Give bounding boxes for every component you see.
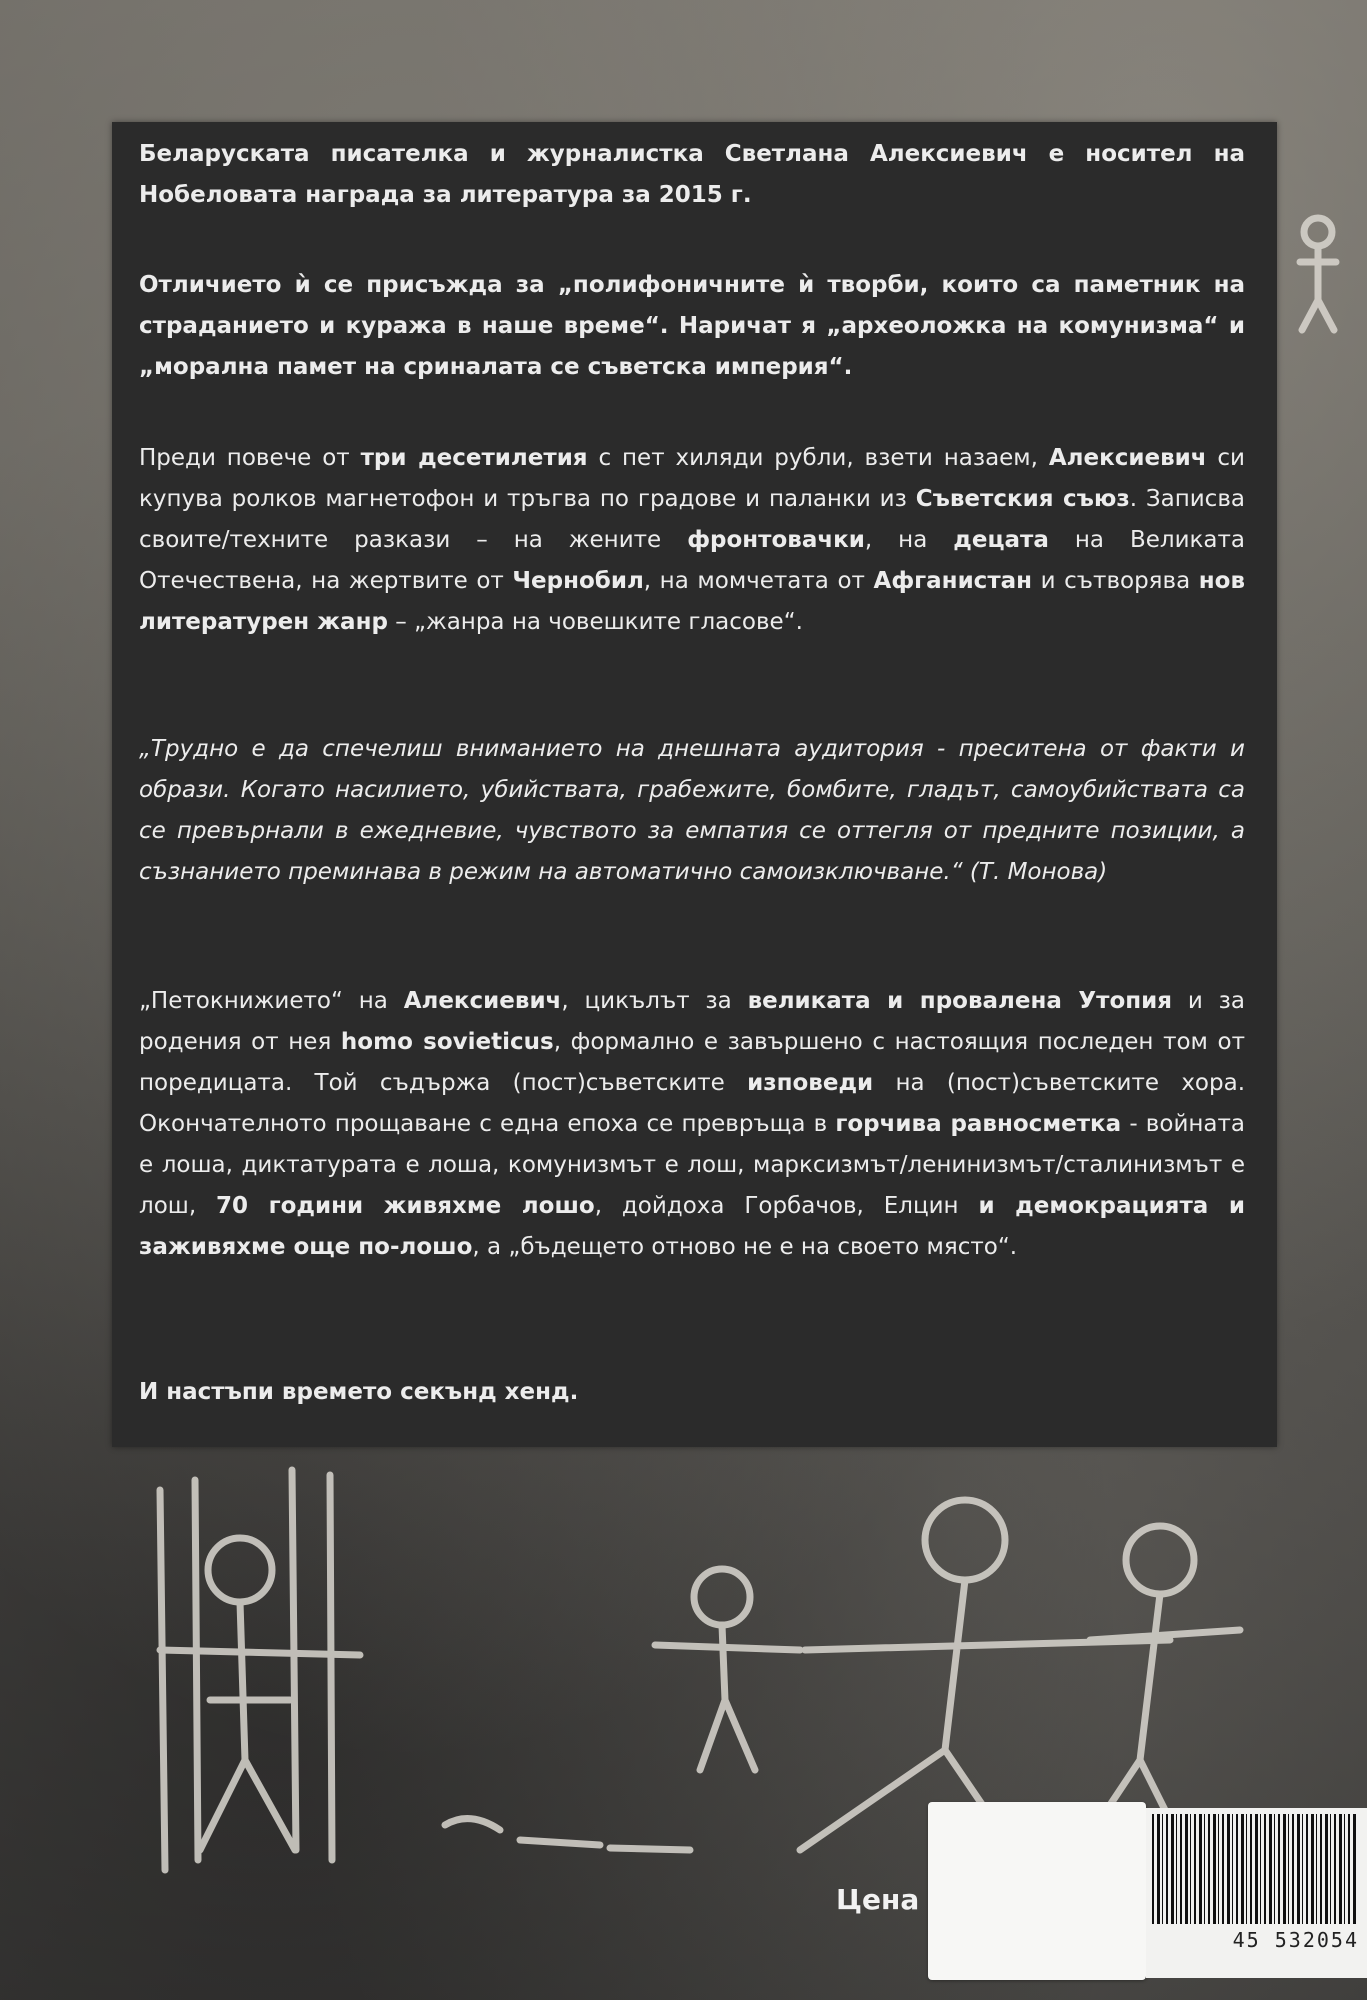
emphasis-text: Чернобил [512,568,644,594]
emphasis-text: Афганистан [873,568,1033,594]
paragraph-pentateuch [139,981,1245,1268]
price-label: Цена [836,1883,920,1916]
barcode-digits: 45 532054 [1232,1928,1359,1952]
text-run: , а „бъдещето отново не е на своето място“. [472,1234,1018,1260]
emphasis-text: великата и провалена Утопия [747,988,1173,1014]
text-panel [112,122,1277,1447]
emphasis-text: три десетилетия [360,445,588,471]
emphasis-text: 70 години живяхме лошо [216,1193,595,1219]
text-run: – „жанра на човешките гласове“. [387,609,803,635]
text-run: - войната е лоша, диктатурата е лоша, комунизмът е лош, марксизмът/ленинизмът/сталинизмът е лош, [139,1111,1246,1219]
paragraph-nobel: Беларуската писателка и журналистка Светлана Алексиевич е носител на Нобеловата награда за литература за 2015 г. [139,141,1245,208]
text-run: и сътворява [1032,568,1199,594]
barcode-bars [1152,1814,1357,1924]
text-run: и за родения от нея [139,988,1245,1055]
emphasis-text: Съветския съюз [915,486,1130,512]
paragraph-closing: И настъпи времето секънд хенд. [139,1379,579,1405]
emphasis-text: homo sovieticus [340,1029,554,1055]
barcode [1146,1808,1367,1978]
text-run: . Записва своите/техните разкази – на жените [139,486,1245,553]
emphasis-text: Алексиевич [1048,445,1207,471]
text-run: Преди повече от [139,445,361,471]
price-sticker [928,1802,1146,1980]
text-run: на (пост)съветските хора. Окончателното прощаване с една епоха се превръща в [139,1070,1246,1137]
text-run: на Великата Отечествена, на жертвите от [139,527,1246,594]
text-run: с пет хиляди рубли, взети назаем, [587,445,1049,471]
emphasis-text: и демокрацията и заживяхме още по-лошо [139,1193,1245,1260]
paragraph-monova-quote: „Трудно е да спечелиш вниманието на днешната аудитория - преситена от факти и образи. Когато насилието, убийствата, грабежите, бомбите, гладът, самоубийствата са се превърнали в ежедневие, чувството за емпатия се оттегля от предните позиции, а съзнанието преминава в режим на автоматично самоизключване.“ (Т. Монова) [139,736,1245,885]
emphasis-text: Алексиевич [403,988,562,1014]
paragraph-tape-recorder [139,438,1245,643]
text-run: си купува ролков магнетофон и тръгва по градове и паланки из [139,445,1246,512]
emphasis-text: горчива равносметка [835,1111,1122,1137]
text-run: , цикълът за [561,988,748,1014]
text-run: , на [864,527,954,553]
emphasis-text: нов литературен жанр [139,568,1245,635]
text-run: , формално е завършено с настоящия последен том от поредицата. Той съдържа (пост)съветските [139,1029,1245,1096]
text-run: , на момчетата от [643,568,874,594]
emphasis-text: децата [953,527,1049,553]
text-run: , дойдоха Горбачов, Елцин [594,1193,979,1219]
emphasis-text: изповеди [747,1070,874,1096]
emphasis-text: фронтовачки [687,527,865,553]
paragraph-award-quote: Отличието ѝ се присъжда за „полифоничните ѝ творби, които са паметник на страданието и куража в наше време“. Наричат я „археоложка на комунизма“ и „морална памет на сриналата се съветска империя“. [139,272,1245,380]
text-run: „Петокнижието“ на [139,988,404,1014]
